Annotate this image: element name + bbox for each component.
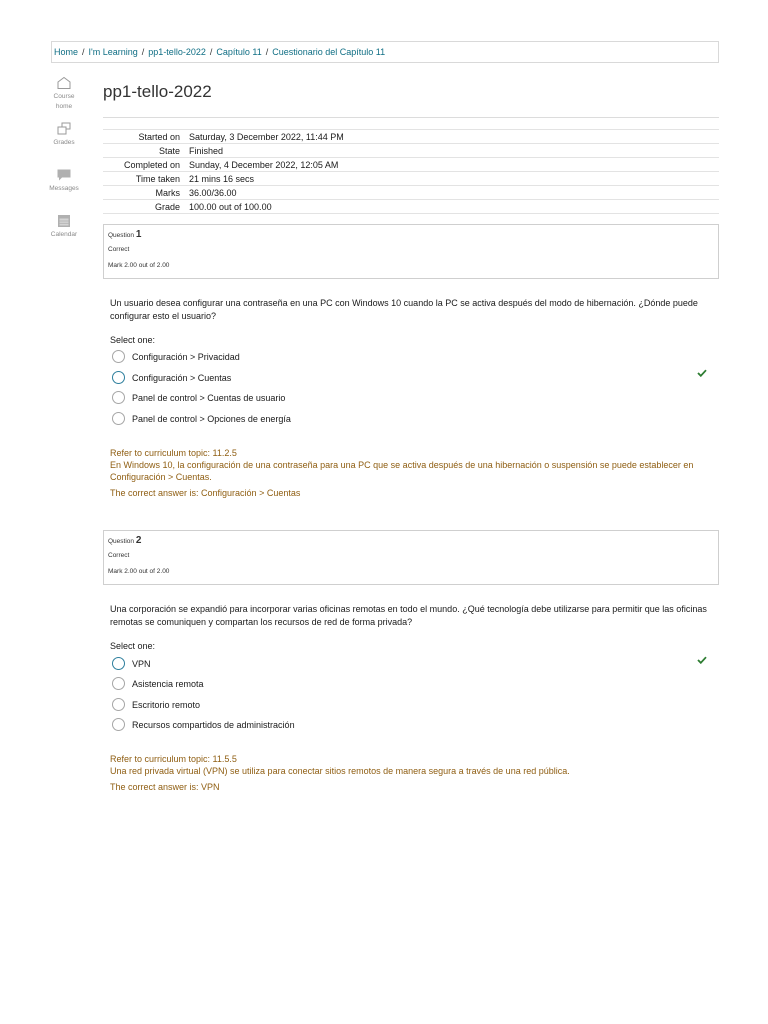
feedback-text: En Windows 10, la configuración de una contraseña para una PC que se activa después de una hibernación o suspensión se puede establecer en Configuración > Cuentas. xyxy=(110,460,694,482)
question-2-prompt: Select one: xyxy=(110,641,156,651)
summary-label: Time taken xyxy=(135,173,180,184)
question-1-option-2[interactable] xyxy=(112,371,231,384)
question-1-feedback xyxy=(110,447,710,483)
question-grade: Mark 2.00 out of 2.00 xyxy=(108,262,170,269)
summary-row xyxy=(103,172,719,186)
title-divider xyxy=(103,117,719,118)
summary-row xyxy=(103,186,719,200)
radio-button[interactable] xyxy=(112,391,125,404)
side-navigation xyxy=(40,76,88,260)
question-2-option-3[interactable] xyxy=(112,698,200,711)
option-label: Asistencia remota xyxy=(132,678,204,689)
question-2-text: Una corporación se expandió para incorporar varias oficinas remotas en todo el mundo. ¿Qué tecnología debe utilizarse para permitir que las oficinas remotas se comuniquen y compartan los recursos de red de forma privada? xyxy=(110,604,707,627)
question-state: Correct xyxy=(108,552,130,559)
breadcrumb-im-learning[interactable]: I'm Learning xyxy=(88,47,138,57)
attempt-summary-table xyxy=(103,129,719,214)
question-1-option-1[interactable] xyxy=(112,350,240,363)
question-grade: Mark 2.00 out of 2.00 xyxy=(108,568,170,575)
option-label: Configuración > Privacidad xyxy=(132,351,240,362)
option-label: Escritorio remoto xyxy=(132,699,201,710)
question-2-right-answer: The correct answer is: VPN xyxy=(110,782,220,792)
radio-button-selected[interactable] xyxy=(112,657,125,670)
breadcrumb-chapter[interactable]: Capítulo 11 xyxy=(216,47,262,57)
summary-value: Saturday, 3 December 2022, 11:44 PM xyxy=(189,131,344,142)
nav-calendar-label: Calendar xyxy=(50,231,78,238)
nav-messages[interactable] xyxy=(40,168,88,214)
page-title: pp1-tello-2022 xyxy=(103,82,212,101)
breadcrumb-home[interactable]: Home xyxy=(54,47,79,57)
nav-grades-label: Grades xyxy=(53,139,75,146)
option-label: Recursos compartidos de administración xyxy=(132,719,295,730)
breadcrumb-separator: / xyxy=(141,47,145,57)
summary-row xyxy=(103,144,719,158)
question-1-right-answer: The correct answer is: Configuración > Cuentas xyxy=(110,488,301,498)
question-2-feedback xyxy=(110,753,710,777)
radio-button-selected[interactable] xyxy=(112,371,125,384)
question-1-option-3[interactable] xyxy=(112,391,285,404)
radio-button[interactable] xyxy=(112,718,125,731)
option-label: VPN xyxy=(132,658,151,669)
radio-button[interactable] xyxy=(112,698,125,711)
summary-value: 36.00/36.00 xyxy=(189,187,237,198)
question-state: Correct xyxy=(108,246,130,253)
question-number: Question 1 xyxy=(108,229,142,240)
summary-value: 100.00 out of 100.00 xyxy=(189,201,272,212)
radio-button[interactable] xyxy=(112,350,125,363)
summary-row xyxy=(103,158,719,172)
summary-label: Grade xyxy=(154,201,180,212)
breadcrumb-quiz[interactable]: Cuestionario del Capítulo 11 xyxy=(272,47,386,57)
messages-icon xyxy=(56,168,72,182)
summary-value: Finished xyxy=(189,145,224,156)
question-1-prompt: Select one: xyxy=(110,335,156,345)
nav-calendar[interactable] xyxy=(40,214,88,260)
radio-button[interactable] xyxy=(112,412,125,425)
question-1-info xyxy=(103,224,719,279)
home-icon xyxy=(56,76,72,90)
correct-check-icon xyxy=(697,656,707,664)
breadcrumb-course[interactable]: pp1-tello-2022 xyxy=(148,47,206,57)
summary-value: 21 mins 16 secs xyxy=(189,173,255,184)
calendar-icon xyxy=(56,214,72,228)
question-2-option-4[interactable] xyxy=(112,718,295,731)
nav-course-home-label: Course home xyxy=(53,93,75,110)
feedback-topic: Refer to curriculum topic: 11.5.5 xyxy=(110,754,237,764)
question-2-info xyxy=(103,530,719,585)
grades-icon xyxy=(56,122,72,136)
summary-label: Started on xyxy=(138,131,180,142)
question-2-option-2[interactable] xyxy=(112,677,204,690)
nav-course-home[interactable] xyxy=(40,76,88,122)
option-label: Configuración > Cuentas xyxy=(132,372,232,383)
correct-check-icon xyxy=(697,369,707,377)
breadcrumb xyxy=(51,41,719,63)
option-label: Panel de control > Opciones de energía xyxy=(132,413,291,424)
nav-grades[interactable] xyxy=(40,122,88,168)
summary-label: State xyxy=(158,145,180,156)
summary-label: Completed on xyxy=(123,159,180,170)
summary-row xyxy=(103,200,719,214)
question-number: Question 2 xyxy=(108,535,142,546)
nav-messages-label: Messages xyxy=(49,185,79,192)
breadcrumb-separator: / xyxy=(209,47,213,57)
radio-button[interactable] xyxy=(112,677,125,690)
question-1-option-4[interactable] xyxy=(112,412,291,425)
question-2-option-1[interactable] xyxy=(112,657,151,670)
breadcrumb-separator: / xyxy=(82,47,85,57)
summary-value: Sunday, 4 December 2022, 12:05 AM xyxy=(189,159,339,170)
question-1-text: Un usuario desea configurar una contraseña en una PC con Windows 10 cuando la PC se activa después del modo de hibernación. ¿Dónde puede configurar esto el usuario? xyxy=(110,298,698,321)
summary-label: Marks xyxy=(155,187,180,198)
option-label: Panel de control > Cuentas de usuario xyxy=(132,392,286,403)
feedback-text: Una red privada virtual (VPN) se utiliza para conectar sitios remotos de manera segura a través de una red pública. xyxy=(110,766,570,776)
feedback-topic: Refer to curriculum topic: 11.2.5 xyxy=(110,448,237,458)
breadcrumb-separator: / xyxy=(265,47,269,57)
summary-row xyxy=(103,130,719,144)
